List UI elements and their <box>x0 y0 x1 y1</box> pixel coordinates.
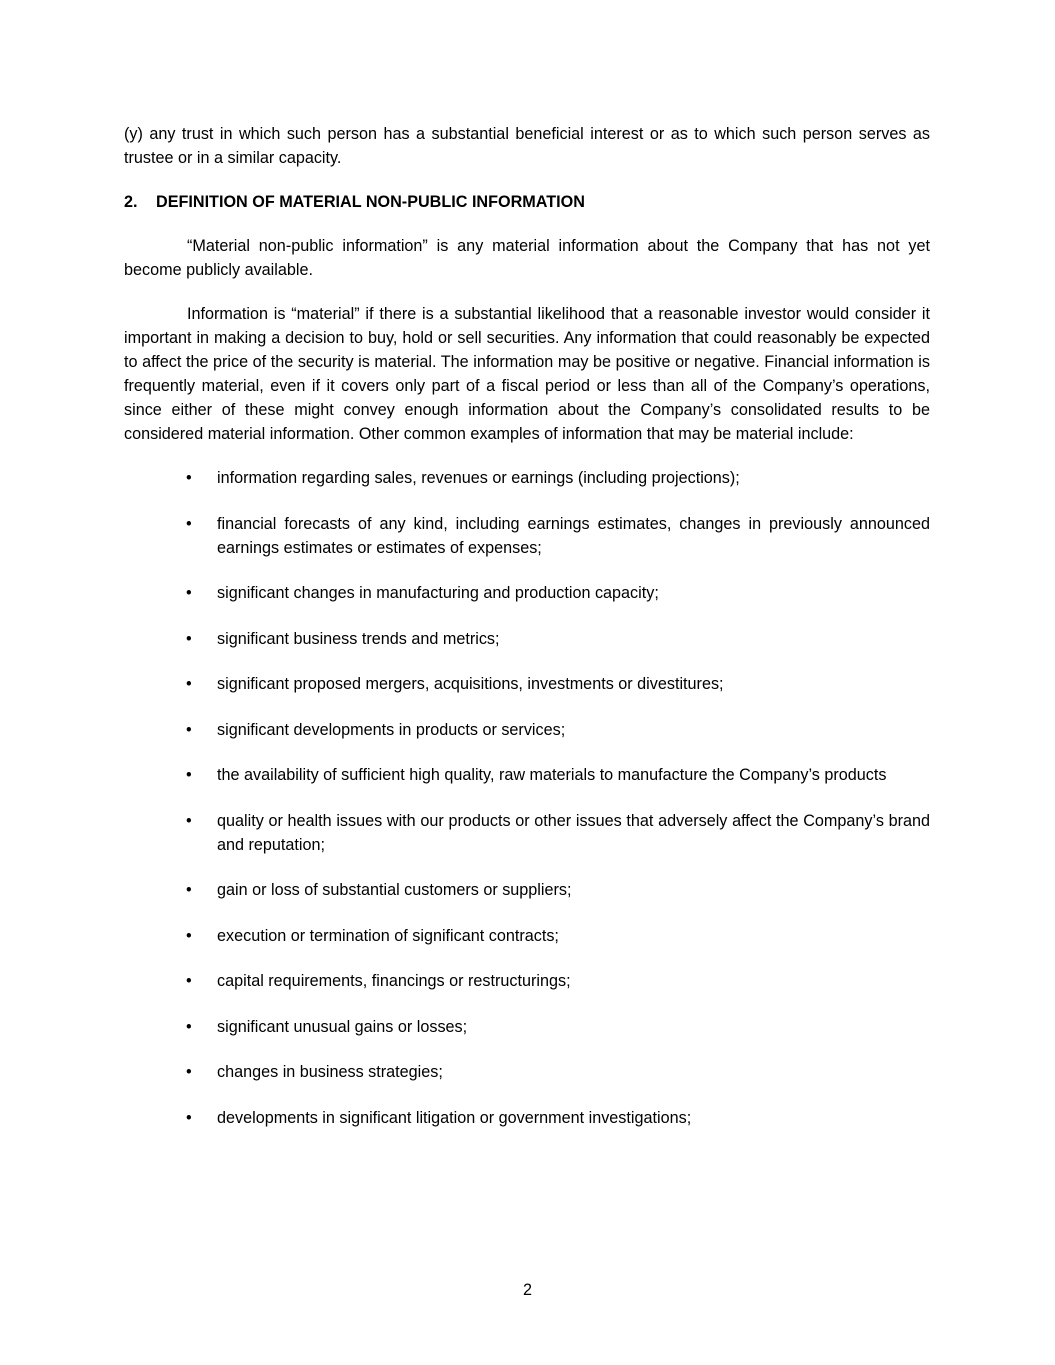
list-item-text: significant developments in products or services; <box>217 720 566 739</box>
bullet-icon: • <box>186 1063 192 1081</box>
list-item-text: significant changes in manufacturing and production capacity; <box>217 584 659 602</box>
list-item-text: the availability of sufficient high quality, raw materials to manufacture the Company’s products <box>217 766 887 784</box>
page-content <box>124 122 930 1151</box>
list-item <box>124 466 930 490</box>
list-item-text: execution or termination of significant contracts; <box>217 926 559 945</box>
list-item-text: developments in significant litigation or government investigations; <box>217 1108 692 1127</box>
section-heading <box>124 190 930 214</box>
bullet-icon: • <box>186 926 192 945</box>
list-item-text: changes in business strategies; <box>217 1063 443 1081</box>
list-item <box>124 718 930 742</box>
examples-list <box>124 466 930 1130</box>
list-item-text: capital requirements, financings or restructurings; <box>217 972 571 990</box>
list-item <box>124 809 930 857</box>
list-item <box>124 627 930 651</box>
materiality-paragraph: Information is “material” if there is a substantial likelihood that a reasonable investor would consider it important in making a decision to buy, hold or sell securities. Any information that could reasonably be expected to affect the price of the security is material. The information may be positive or negative. Financial information is frequently material, even if it covers only part of a fiscal period or less than all of the Company’s operations, since either of these might convey enough information about the Company’s consolidated results to be considered material information. Other common examples of information that may be material include: <box>124 305 930 443</box>
bullet-icon: • <box>186 584 192 602</box>
bullet-icon: • <box>186 811 192 830</box>
bullet-icon: • <box>186 1017 192 1036</box>
bullet-icon: • <box>186 972 192 990</box>
definition-paragraph: “Material non-public information” is any material information about the Company that has not yet become publicly available. <box>124 237 930 279</box>
bullet-icon: • <box>186 675 192 693</box>
bullet-icon: • <box>186 629 192 648</box>
list-item <box>124 1060 930 1084</box>
section-number: 2. <box>124 193 138 211</box>
bullet-icon: • <box>186 720 192 739</box>
bullet-icon: • <box>186 469 192 487</box>
list-item-text: gain or loss of substantial customers or suppliers; <box>217 881 572 899</box>
list-item <box>124 512 930 560</box>
bullet-icon: • <box>186 766 192 784</box>
list-item <box>124 878 930 902</box>
list-item-text: information regarding sales, revenues or earnings (including projections); <box>217 469 740 487</box>
list-item <box>124 763 930 787</box>
list-item <box>124 1106 930 1130</box>
bullet-icon: • <box>186 514 192 533</box>
page-number: 2 <box>522 1281 532 1299</box>
bullet-icon: • <box>186 1108 192 1127</box>
section-title: DEFINITION OF MATERIAL NON-PUBLIC INFORMATION <box>156 193 585 211</box>
list-item <box>124 969 930 993</box>
list-item-text: significant business trends and metrics; <box>217 629 500 648</box>
list-item-text: significant proposed mergers, acquisitions, investments or divestitures; <box>217 675 724 693</box>
list-item <box>124 672 930 696</box>
list-item-text: financial forecasts of any kind, including earnings estimates, changes in previously announced earnings estimates or estimates of expenses; <box>217 514 930 557</box>
intro-paragraph: (y) any trust in which such person has a substantial beneficial interest or as to which such person serves as trustee or in a similar capacity. <box>124 125 930 167</box>
bullet-icon: • <box>186 881 192 899</box>
list-item-text: significant unusual gains or losses; <box>217 1017 468 1036</box>
list-item <box>124 924 930 948</box>
list-item <box>124 1015 930 1039</box>
list-item-text: quality or health issues with our products or other issues that adversely affect the Company’s brand and reputation; <box>217 811 930 854</box>
list-item <box>124 581 930 605</box>
